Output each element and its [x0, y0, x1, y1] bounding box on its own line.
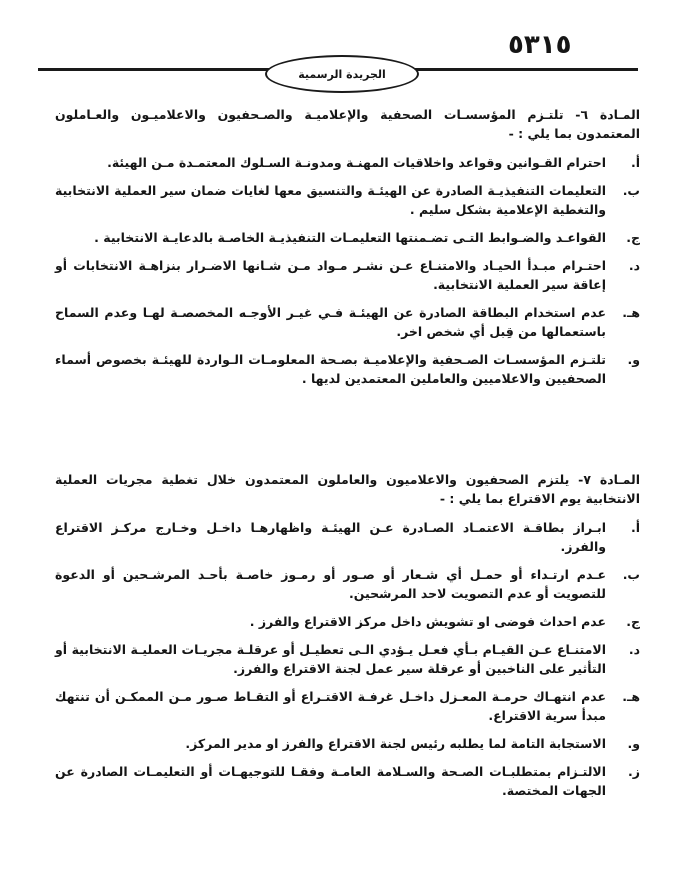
- item-letter: ب.: [622, 183, 640, 198]
- item-letter: ج.: [626, 230, 640, 245]
- article-6-items: [55, 153, 640, 388]
- article-6-intro: المـادة ٦- تلتـزم المؤسسـات الصحفية والإعلاميـة والصـحفيون والاعلاميـون والعـاملون المعتمدون بما يلي : -: [55, 107, 640, 141]
- list-item: [55, 734, 640, 753]
- list-item: [55, 228, 640, 247]
- list-item: [55, 153, 640, 172]
- list-item: [55, 256, 640, 294]
- item-letter: د.: [628, 642, 640, 657]
- item-text: احترام القـوانين وقواعد واخلاقيات المهنـة ومدونـة السـلوك المعتمـدة مـن الهيئة.: [107, 155, 606, 170]
- item-letter: ب.: [622, 567, 640, 582]
- item-letter: ج.: [626, 614, 640, 629]
- list-item: [55, 303, 640, 341]
- item-text: عـدم ارتـداء أو حمـل أي شـعار أو صـور أو رمـوز خاصـة بأحـد المرشـحين أو الدعوة للتصويت أو عدم التصويت لاحد المرشحين.: [55, 567, 606, 601]
- list-item: [55, 640, 640, 678]
- gazette-title-oval: [265, 55, 419, 93]
- item-text: تلتـزم المؤسسـات الصـحفية والإعلاميـة بصـحة المعلومـات الـواردة للهيئـة بخصوص أسماء الصحفيين والاعلاميين والعاملين المعتمدين لديها .: [55, 352, 606, 386]
- item-text: الاستجابة التامة لما يطلبه رئيس لجنة الاقتراع والفرز او مدير المركز.: [185, 736, 606, 751]
- page-number: ٥٣١٥: [508, 30, 572, 60]
- item-text: القواعـد والضـوابط التـى تضـمنتها التعليمـات التنفيذيـة الخاصـة بالدعايـة الانتخابية .: [94, 230, 606, 245]
- article-6: [55, 105, 640, 397]
- item-letter: هـ.: [622, 305, 640, 320]
- item-text: عدم استخدام البطاقة الصادرة عن الهيئـة فـي غيـر الأوجـه المخصصـة لهـا وعدم السماح باستعمالها من قِبل أي شخص اخر.: [55, 305, 606, 339]
- item-text: الالتـزام بمتطلبـات الصـحة والسـلامة العامـة وفقـا للتوجيهـات أو التعليمـات الصادرة عن الجهات المختصة.: [55, 764, 606, 798]
- article-7-items: [55, 518, 640, 800]
- gazette-title: الجريدة الرسمية: [298, 67, 386, 81]
- item-text: احتـرام مبـدأ الحيـاد والامتنـاع عـن نشـر مـواد مـن شـانها الاضـرار بنزاهـة الانتخابات أو إعاقة سير العملية الانتخابية.: [55, 258, 606, 292]
- list-item: [55, 350, 640, 388]
- item-letter: أ.: [630, 520, 640, 535]
- item-letter: د.: [628, 258, 640, 273]
- item-text: التعليمات التنفيذيـة الصادرة عن الهيئـة والتنسيق معها لغايات ضمان سير العملية الانتخابية والتغطية الإعلامية بشكل سليم .: [55, 183, 606, 217]
- article-7: [55, 470, 640, 809]
- list-item: [55, 687, 640, 725]
- item-letter: و.: [627, 352, 640, 367]
- item-text: ابـراز بطاقـة الاعتمـاد الصـادرة عـن الهيئـة واظهارهـا داخـل وخـارج مركـز الاقتراع والفرز.: [55, 520, 606, 554]
- list-item: [55, 181, 640, 219]
- item-text: عدم احداث فوضى او تشويش داخل مركز الاقتراع والفرز .: [249, 614, 606, 629]
- item-letter: ز.: [628, 764, 640, 779]
- item-letter: هـ.: [622, 689, 640, 704]
- item-letter: أ.: [630, 155, 640, 170]
- article-7-intro: المـادة ٧- يلتزم الصحفيون والاعلاميون والعاملون المعتمدون خلال تغطية مجريات العملية الانتخابية يوم الاقتراع بما يلي : -: [55, 472, 640, 506]
- list-item: [55, 518, 640, 556]
- item-letter: و.: [627, 736, 640, 751]
- list-item: [55, 612, 640, 631]
- list-item: [55, 762, 640, 800]
- item-text: عدم انتهـاك حرمـة المعـزل داخـل غرفـة الاقتـراع أو التقـاط صـور مـن الممكـن أن تنتهك مبدأ سرية الاقتراع.: [55, 689, 606, 723]
- item-text: الامتنـاع عـن القيـام بـأي فعـل يـؤدي الـى تعطيـل أو عرقلـة مجريـات العمليـة الانتخابية أو التأثير على الناخبين أو عرقلة سير عمل لجنة الاقتراع والفرز.: [55, 642, 606, 676]
- list-item: [55, 565, 640, 603]
